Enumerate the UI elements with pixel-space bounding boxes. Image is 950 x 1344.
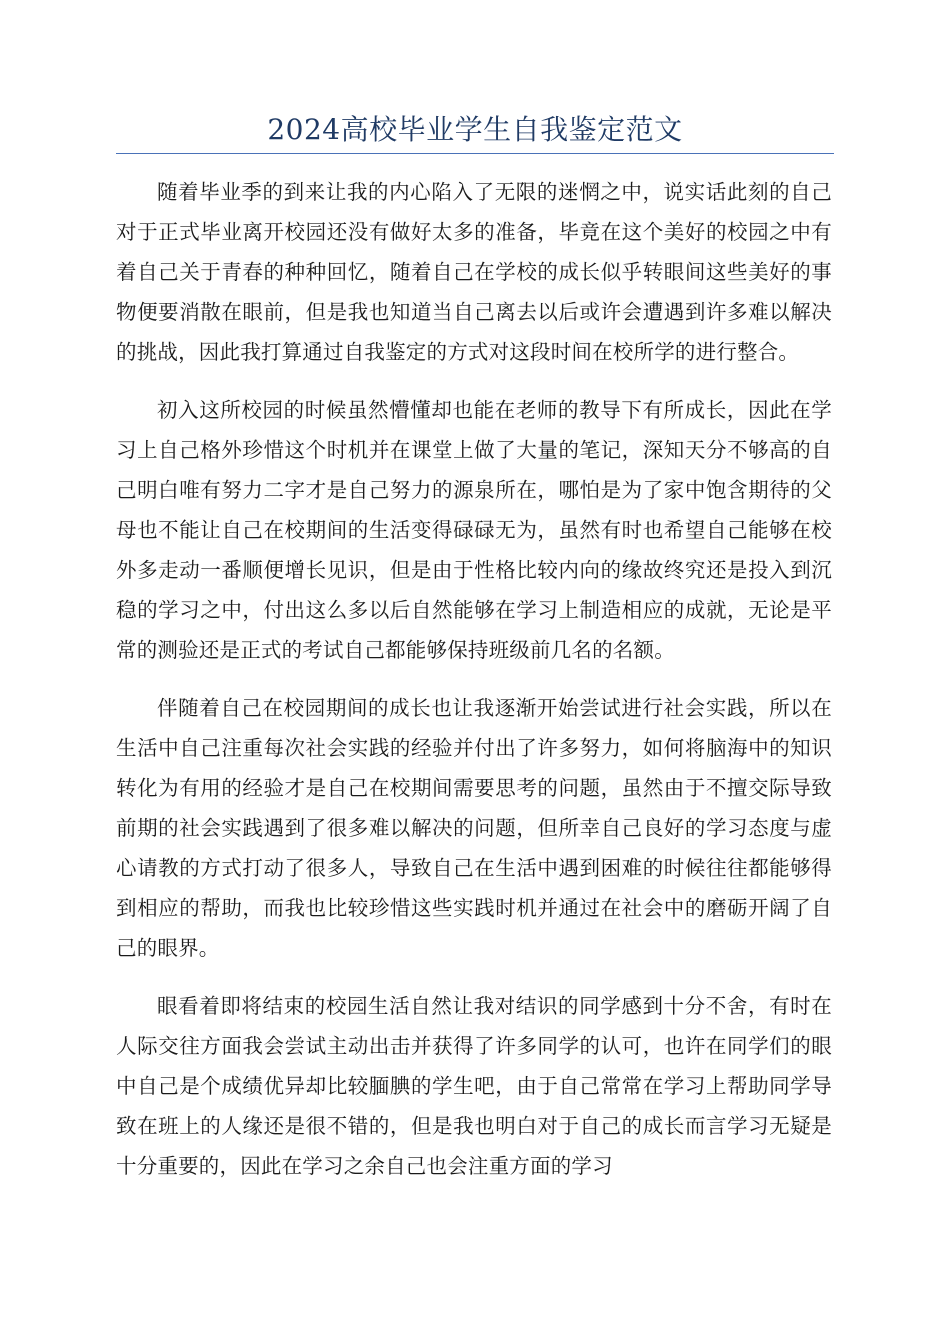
document-body xyxy=(116,172,832,1204)
paragraph-1: 随着毕业季的到来让我的内心陷入了无限的迷惘之中，说实话此刻的自己对于正式毕业离开校园还没有做好太多的准备，毕竟在这个美好的校园之中有着自己关于青春的种种回忆，随着自己在学校的成长似乎转眼间这些美好的事物便要消散在眼前，但是我也知道当自己离去以后或许会遭遇到许多难以解决的挑战，因此我打算通过自我鉴定的方式对这段时间在校所学的进行整合。 xyxy=(116,180,832,364)
title-underline xyxy=(116,153,834,154)
paragraph-4: 眼看着即将结束的校园生活自然让我对结识的同学感到十分不舍，有时在人际交往方面我会尝试主动出击并获得了许多同学的认可，也许在同学们的眼中自己是个成绩优异却比较腼腆的学生吧，由于自己常常在学习上帮助同学导致在班上的人缘还是很不错的，但是我也明白对于自己的成长而言学习无疑是十分重要的，因此在学习之余自己也会注重方面的学习 xyxy=(116,994,832,1178)
paragraph-2: 初入这所校园的时候虽然懵懂却也能在老师的教导下有所成长，因此在学习上自己格外珍惜这个时机并在课堂上做了大量的笔记，深知天分不够高的自己明白唯有努力二字才是自己努力的源泉所在，哪怕是为了家中饱含期待的父母也不能让自己在校期间的生活变得碌碌无为，虽然有时也希望自己能够在校外多走动一番顺便增长见识，但是由于性格比较内向的缘故终究还是投入到沉稳的学习之中，付出这么多以后自然能够在学习上制造相应的成就，无论是平常的测验还是正式的考试自己都能够保持班级前几名的名额。 xyxy=(116,398,832,662)
paragraph-3: 伴随着自己在校园期间的成长也让我逐渐开始尝试进行社会实践，所以在生活中自己注重每次社会实践的经验并付出了许多努力，如何将脑海中的知识转化为有用的经验才是自己在校期间需要思考的问题，虽然由于不擅交际导致前期的社会实践遇到了很多难以解决的问题，但所幸自己良好的学习态度与虚心请教的方式打动了很多人，导致自己在生活中遇到困难的时候往往都能够得到相应的帮助，而我也比较珍惜这些实践时机并通过在社会中的磨砺开阔了自己的眼界。 xyxy=(116,696,832,960)
document-title: 2024高校毕业学生自我鉴定范文 xyxy=(267,113,683,146)
